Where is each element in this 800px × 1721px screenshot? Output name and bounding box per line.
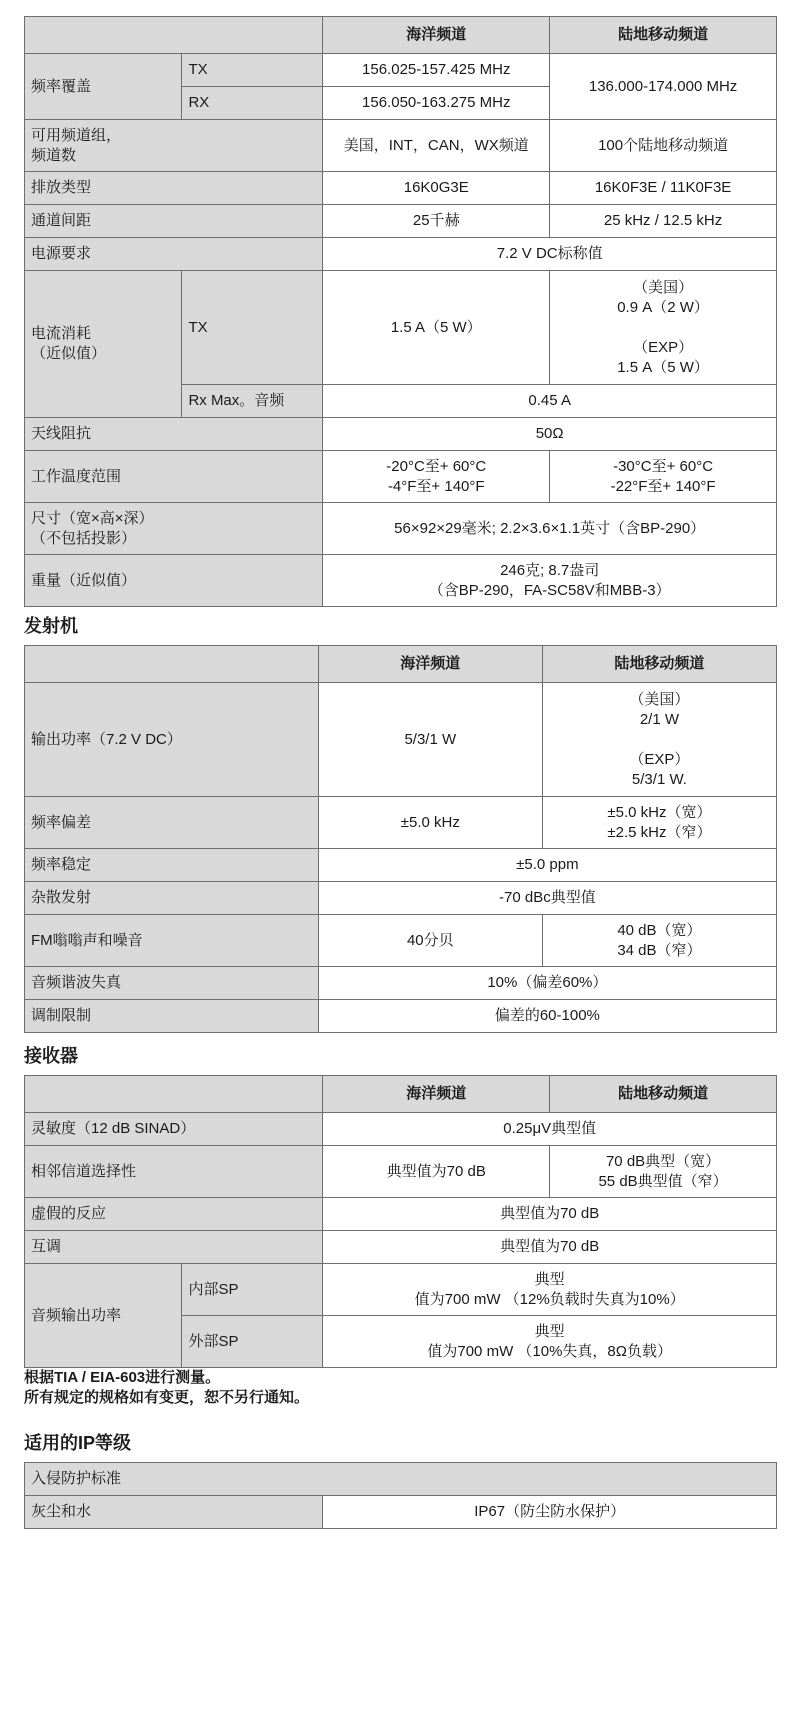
receiver-spec-table [24, 1075, 777, 1368]
emission-land: 16K0F3E / 11K0F3E [550, 172, 777, 205]
ip-header: 入侵防护标准 [25, 1463, 777, 1496]
sensitivity-value: 0.25μV典型值 [323, 1113, 777, 1146]
internal-sp-value: 典型 值为700 mW （12%负载时失真为10%） [323, 1264, 777, 1316]
table-row [25, 555, 777, 607]
current-tx-land: （美国） 0.9 A（2 W） （EXP） 1.5 A（5 W） [550, 271, 777, 385]
deviation-label: 频率偏差 [25, 797, 319, 849]
measurement-notes: 根据TIA / EIA-603进行测量。 所有规定的规格如有变更，恕不另行通知。 [24, 1369, 310, 1406]
impedance-value: 50Ω [323, 418, 777, 451]
tx-marine-value: 156.025-157.425 MHz [323, 54, 550, 87]
stability-value: ±5.0 ppm [318, 849, 776, 882]
table-row [25, 1231, 777, 1264]
internal-sp-label: 内部SP [182, 1264, 323, 1316]
table-row [25, 915, 777, 967]
intermod-label: 互调 [25, 1231, 323, 1264]
table-row [25, 54, 777, 87]
table-row [25, 967, 777, 1000]
spurious-resp-value: 典型值为70 dB [323, 1198, 777, 1231]
mod-limit-label: 调制限制 [25, 1000, 319, 1033]
spacing-label: 通道间距 [25, 205, 323, 238]
temp-land: -30°C至+ 60°C -22°F至+ 140°F [550, 451, 777, 503]
table-header [25, 1076, 777, 1113]
spurious-resp-label: 虚假的反应 [25, 1198, 323, 1231]
transmitter-heading: 发射机 [24, 616, 78, 636]
temp-label: 工作温度范围 [25, 451, 323, 503]
header-blank [25, 17, 323, 54]
header-blank [25, 646, 319, 683]
header-blank [25, 1076, 323, 1113]
table-row [25, 503, 777, 555]
land-coverage-value: 136.000-174.000 MHz [550, 54, 777, 120]
emission-label: 排放类型 [25, 172, 323, 205]
ip-heading: 适用的IP等级 [24, 1433, 132, 1453]
size-label: 尺寸（宽×高×深） （不包括投影） [25, 503, 323, 555]
audio-out-label: 音频输出功率 [25, 1264, 182, 1368]
header-land: 陆地移动频道 [550, 1076, 777, 1113]
size-value: 56×92×29毫米; 2.2×3.6×1.1英寸（含BP-290） [323, 503, 777, 555]
table-row [25, 120, 777, 172]
header-marine: 海洋频道 [323, 1076, 550, 1113]
table-row [25, 1000, 777, 1033]
adjacent-label: 相邻信道选择性 [25, 1146, 323, 1198]
distortion-label: 音频谐波失真 [25, 967, 319, 1000]
general-spec-table [24, 16, 777, 607]
receiver-heading: 接收器 [24, 1046, 78, 1066]
spacing-marine: 25千赫 [323, 205, 550, 238]
spacing-land: 25 kHz / 12.5 kHz [550, 205, 777, 238]
table-row [25, 1113, 777, 1146]
channel-groups-land: 100个陆地移动频道 [550, 120, 777, 172]
table-row [25, 238, 777, 271]
output-power-marine: 5/3/1 W [318, 683, 542, 797]
sensitivity-label: 灵敏度（12 dB SINAD） [25, 1113, 323, 1146]
spurious-label: 杂散发射 [25, 882, 319, 915]
external-sp-label: 外部SP [182, 1316, 323, 1368]
dust-label: 灰尘和水 [25, 1496, 323, 1529]
fm-hum-land: 40 dB（宽） 34 dB（窄） [542, 915, 776, 967]
header-marine: 海洋频道 [318, 646, 542, 683]
channel-groups-marine: 美国，INT，CAN，WX频道 [323, 120, 550, 172]
transmitter-spec-table [24, 645, 777, 1033]
intermod-value: 典型值为70 dB [323, 1231, 777, 1264]
table-row [25, 418, 777, 451]
stability-label: 频率稳定 [25, 849, 319, 882]
spec-sheet [24, 16, 777, 1529]
temp-marine: -20°C至+ 60°C -4°F至+ 140°F [323, 451, 550, 503]
impedance-label: 天线阻抗 [25, 418, 323, 451]
ip-spec-table [24, 1462, 777, 1529]
table-row [25, 1496, 777, 1529]
current-tx-marine: 1.5 A（5 W） [323, 271, 550, 385]
power-req-label: 电源要求 [25, 238, 323, 271]
table-row [25, 1463, 777, 1496]
table-row [25, 683, 777, 797]
weight-label: 重量（近似值） [25, 555, 323, 607]
dust-value: IP67（防尘防水保护） [323, 1496, 777, 1529]
header-land: 陆地移动频道 [542, 646, 776, 683]
rx-marine-value: 156.050-163.275 MHz [323, 87, 550, 120]
channel-groups-label: 可用频道组， 频道数 [25, 120, 323, 172]
distortion-value: 10%（偏差60%） [318, 967, 776, 1000]
current-rx-value: 0.45 A [323, 385, 777, 418]
table-row [25, 1264, 777, 1316]
table-row [25, 882, 777, 915]
current-label: 电流消耗 （近似值） [25, 271, 182, 418]
external-sp-value: 典型 值为700 mW （10%失真，8Ω负载） [323, 1316, 777, 1368]
mod-limit-value: 偏差的60-100% [318, 1000, 776, 1033]
table-row [25, 172, 777, 205]
table-header [25, 646, 777, 683]
emission-marine: 16K0G3E [323, 172, 550, 205]
header-marine: 海洋频道 [323, 17, 550, 54]
table-row [25, 1146, 777, 1198]
table-row [25, 205, 777, 238]
deviation-land: ±5.0 kHz（宽） ±2.5 kHz（窄） [542, 797, 776, 849]
output-power-label: 输出功率（7.2 V DC） [25, 683, 319, 797]
header-land: 陆地移动频道 [550, 17, 777, 54]
current-tx-label: TX [182, 271, 323, 385]
adjacent-land: 70 dB典型（宽） 55 dB典型值（窄） [550, 1146, 777, 1198]
rx-label: RX [182, 87, 323, 120]
tx-label: TX [182, 54, 323, 87]
table-row [25, 451, 777, 503]
deviation-marine: ±5.0 kHz [318, 797, 542, 849]
freq-coverage-label: 频率覆盖 [25, 54, 182, 120]
current-rx-label: Rx Max。音频 [182, 385, 323, 418]
table-row [25, 1198, 777, 1231]
table-row [25, 271, 777, 385]
spurious-value: -70 dBc典型值 [318, 882, 776, 915]
table-header [25, 17, 777, 54]
fm-hum-label: FM嗡嗡声和噪音 [25, 915, 319, 967]
output-power-land: （美国） 2/1 W （EXP） 5/3/1 W. [542, 683, 776, 797]
weight-value: 246克; 8.7盎司 （含BP-290，FA-SC58V和MBB-3） [323, 555, 777, 607]
table-row [25, 849, 777, 882]
power-req-value: 7.2 V DC标称值 [323, 238, 777, 271]
table-row [25, 797, 777, 849]
fm-hum-marine: 40分贝 [318, 915, 542, 967]
adjacent-marine: 典型值为70 dB [323, 1146, 550, 1198]
